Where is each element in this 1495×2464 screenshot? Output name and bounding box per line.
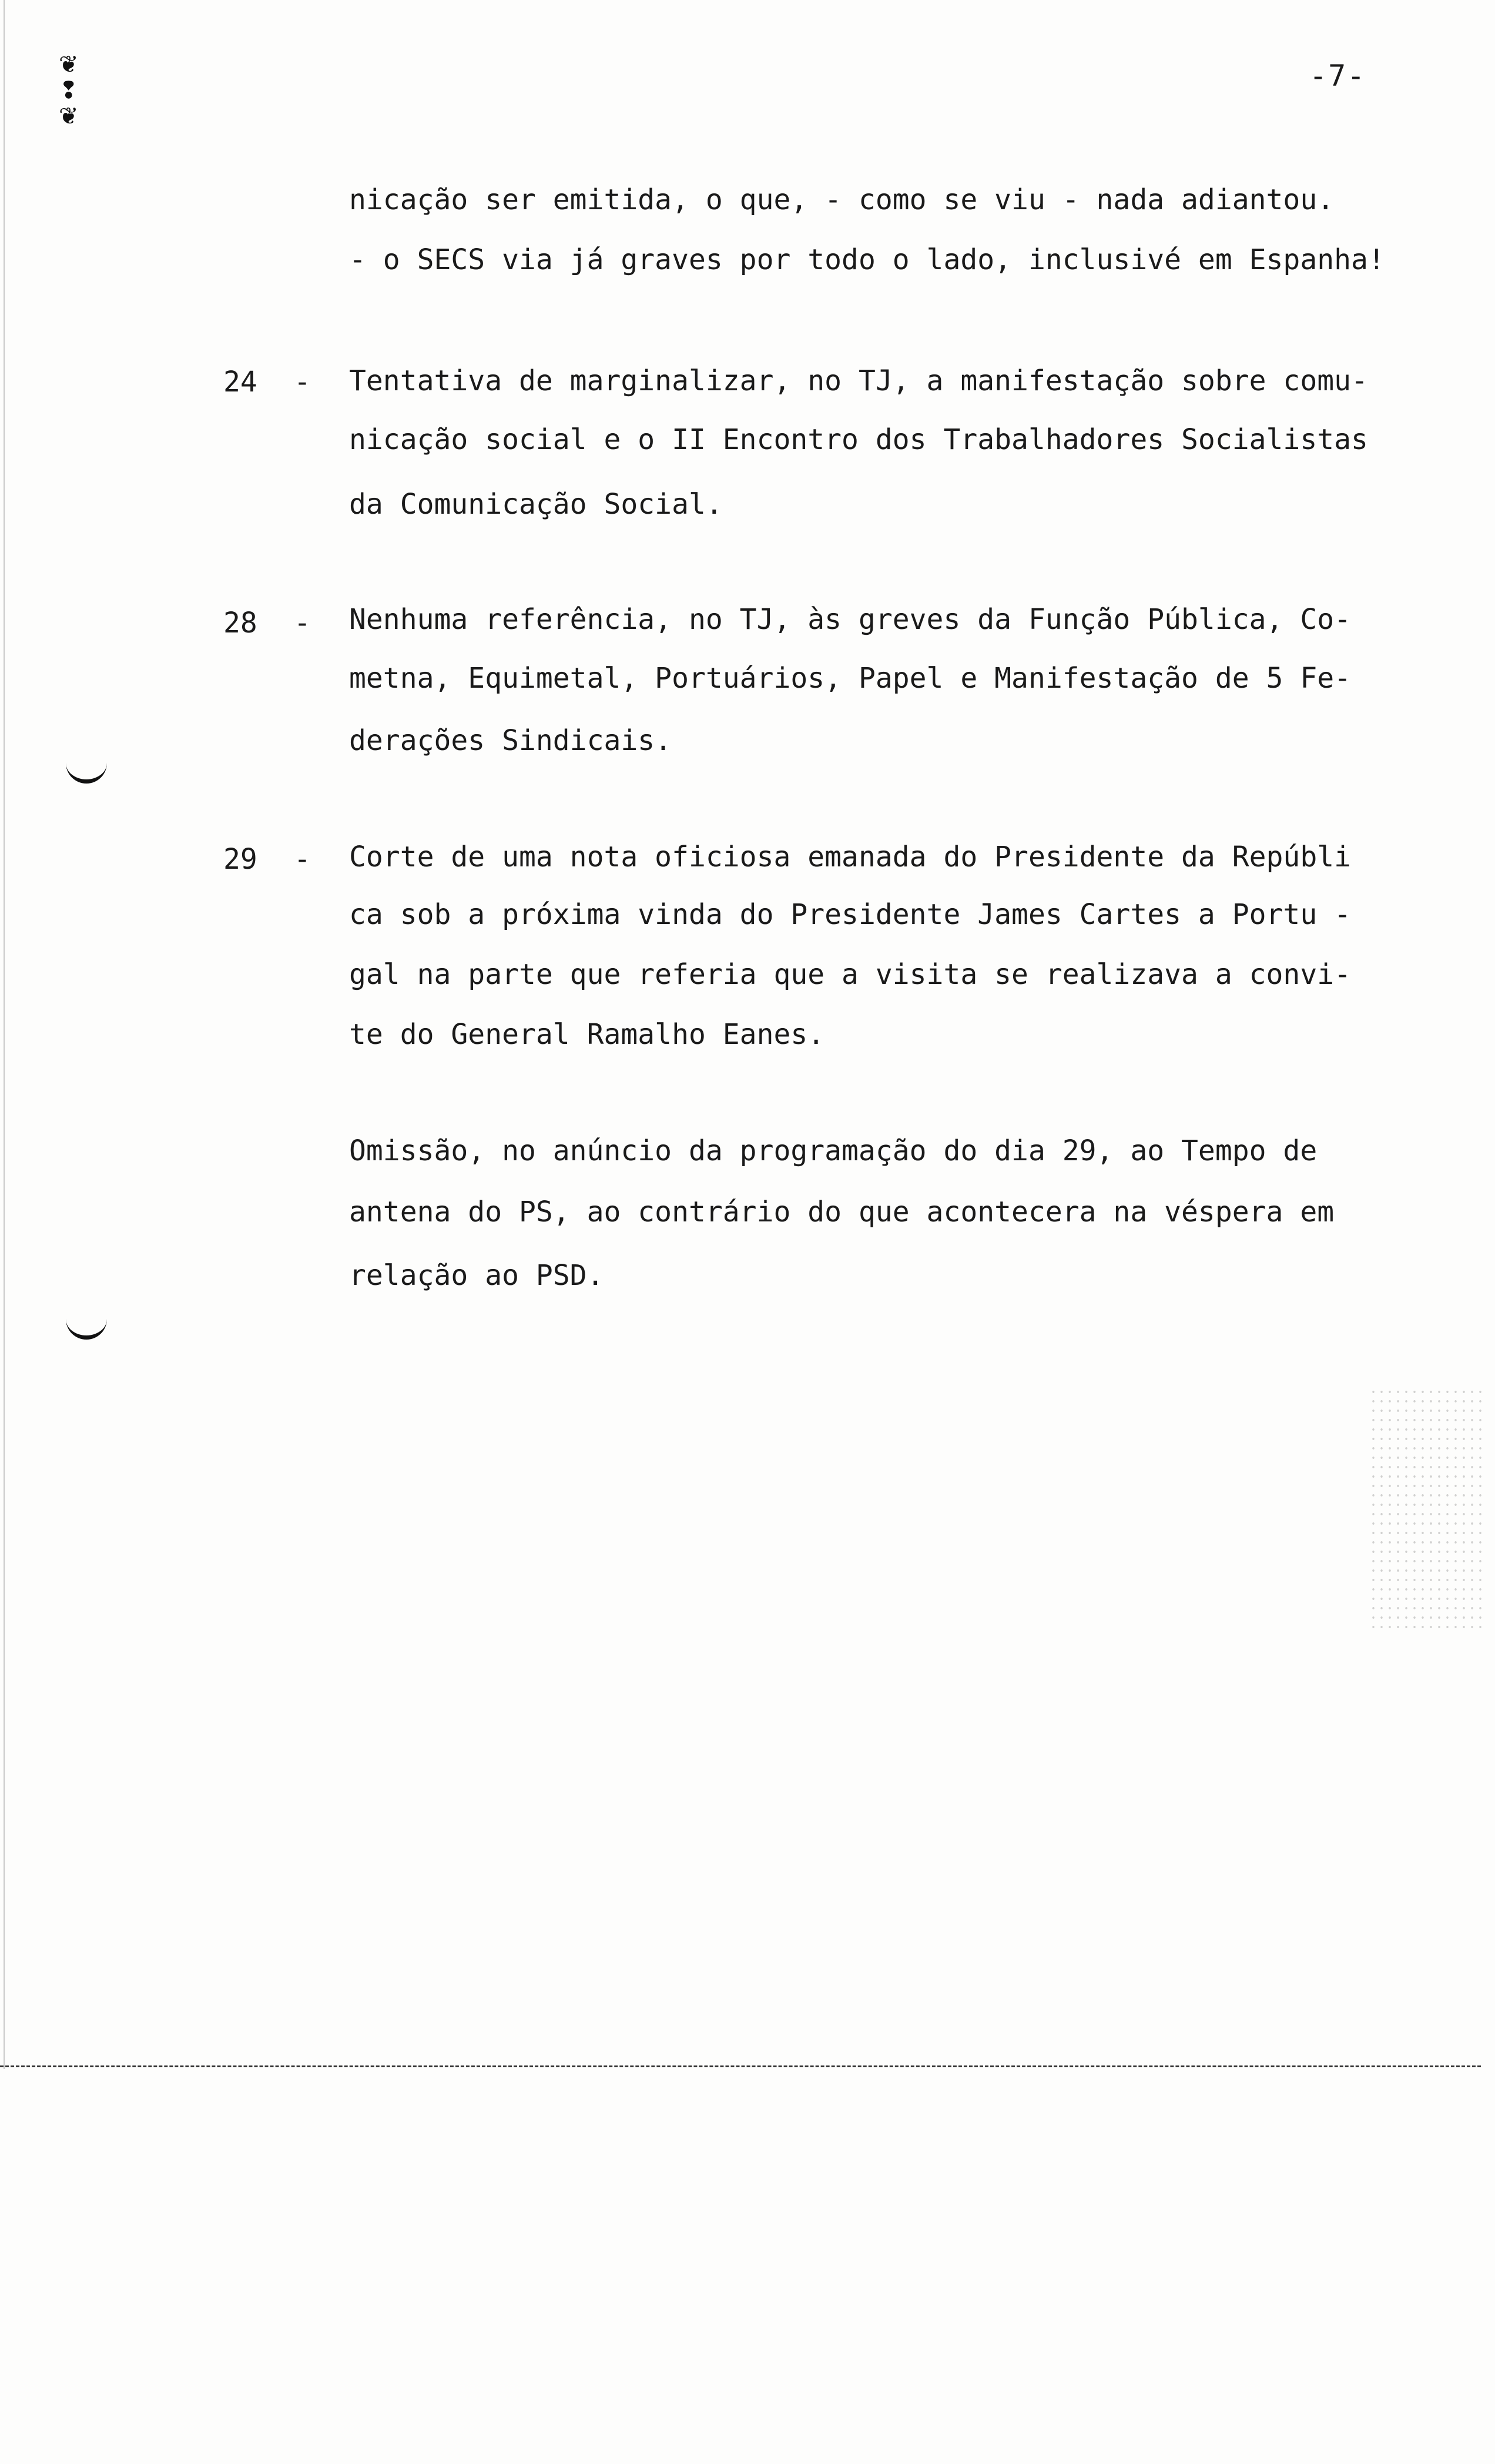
item-dash: - bbox=[294, 607, 311, 640]
item-number-28: 28 bbox=[223, 607, 257, 640]
item-29-line-4: te do General Ramalho Eanes. bbox=[349, 1018, 825, 1051]
punch-marks bbox=[59, 52, 82, 158]
page-edge-line bbox=[4, 0, 5, 2069]
continuation-line-2: - o SECS via já graves por todo o lado, inclusivé em Espanha! bbox=[349, 243, 1385, 276]
item-dash: - bbox=[294, 843, 311, 876]
item-29-line-1: Corte de uma nota oficiosa emanada do Presidente da Repúbli bbox=[349, 841, 1352, 873]
punch-mark: ❢ bbox=[59, 77, 79, 104]
omission-line-3: relação ao PSD. bbox=[349, 1259, 604, 1292]
punch-mark: ❦ bbox=[59, 103, 79, 130]
item-24-line-3: da Comunicação Social. bbox=[349, 488, 723, 521]
paper-specks bbox=[1369, 1387, 1487, 1634]
item-number-29: 29 bbox=[223, 843, 257, 876]
omission-line-1: Omissão, no anúncio da programação do dia 29, ao Tempo de bbox=[349, 1134, 1318, 1167]
item-24-line-1: Tentativa de marginalizar, no TJ, a manifestação sobre comu- bbox=[349, 364, 1368, 397]
item-29-line-2: ca sob a próxima vinda do Presidente James Cartes a Portu - bbox=[349, 898, 1352, 931]
item-dash: - bbox=[294, 366, 311, 399]
item-28-line-1: Nenhuma referência, no TJ, às greves da Função Pública, Co- bbox=[349, 603, 1352, 636]
bottom-rule bbox=[0, 2065, 1481, 2067]
item-29-line-3: gal na parte que referia que a visita se realizava a convi- bbox=[349, 958, 1352, 991]
item-number-24: 24 bbox=[223, 366, 257, 399]
punch-mark: ❦ bbox=[59, 51, 79, 78]
item-28-line-3: derações Sindicais. bbox=[349, 724, 672, 757]
item-24-line-2: nicação social e o II Encontro dos Trabalhadores Socialistas bbox=[349, 423, 1368, 456]
item-28-line-2: metna, Equimetal, Portuários, Papel e Manifestação de 5 Fe- bbox=[349, 662, 1352, 695]
omission-line-2: antena do PS, ao contrário do que acontecera na véspera em bbox=[349, 1196, 1335, 1228]
staple-mark bbox=[66, 1312, 107, 1340]
continuation-line-1: nicação ser emitida, o que, - como se viu - nada adiantou. bbox=[349, 183, 1335, 216]
page-number: -7- bbox=[1309, 59, 1366, 93]
staple-mark bbox=[66, 756, 107, 784]
